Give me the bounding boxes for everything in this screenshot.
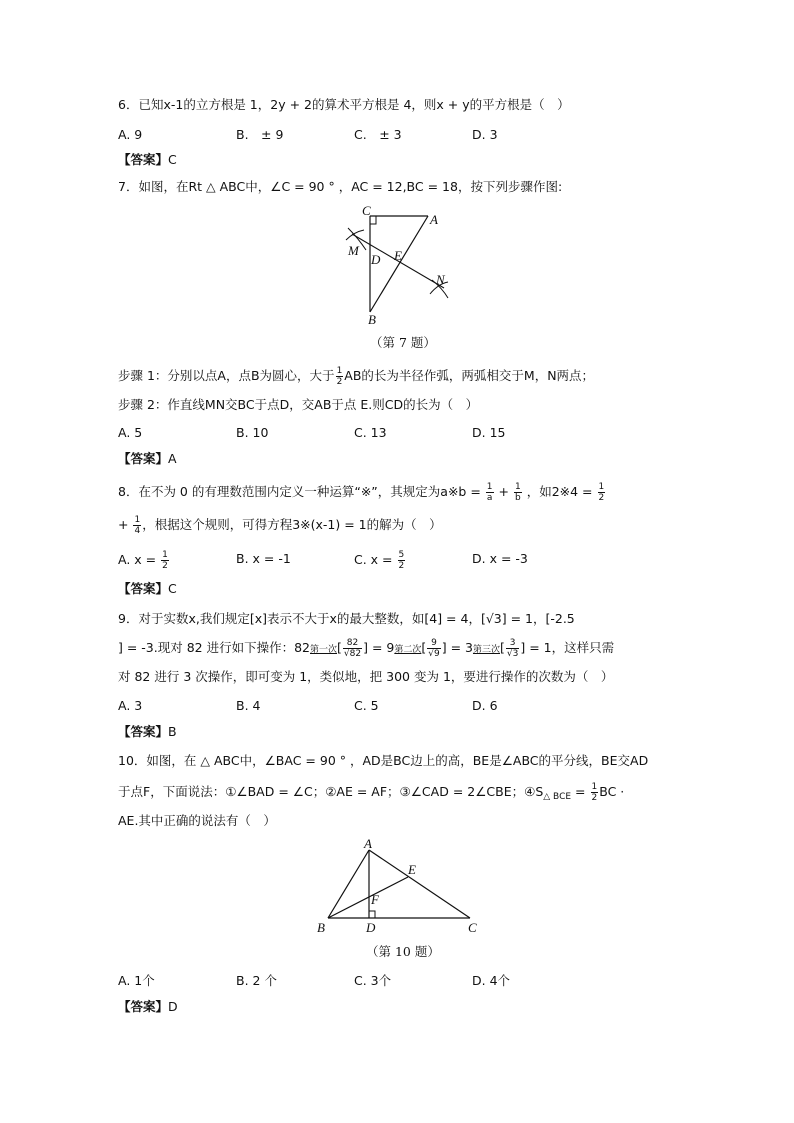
q6-option-b: B. ± 9 bbox=[236, 127, 284, 142]
q8-option-a-frac bbox=[161, 550, 169, 571]
q8-line1 bbox=[118, 482, 606, 503]
q10-label-d: D bbox=[366, 920, 376, 935]
q8-frac3-den: 2 bbox=[598, 493, 605, 503]
q10-line2-sub: △ BCE bbox=[543, 792, 572, 802]
q8-frac4-num: 1 bbox=[134, 515, 141, 525]
q8-answer-value: C bbox=[168, 581, 177, 596]
q6-option-d: D. 3 bbox=[472, 127, 498, 142]
q10-answer-value: D bbox=[168, 999, 178, 1014]
q8-stem-a: 8．在不为 0 的有理数范围内定义一种运算“※”，其规定为a※b = bbox=[118, 484, 481, 499]
q8-line2 bbox=[118, 515, 442, 536]
q9-line2-b: ] = 1，这样只需 bbox=[520, 640, 615, 655]
q8-frac-1-over-4 bbox=[133, 515, 141, 536]
q9-option-b: B. 4 bbox=[236, 698, 261, 713]
q10-answer bbox=[118, 998, 178, 1016]
q10-line3: AE.其中正确的说法有（ ） bbox=[118, 813, 276, 828]
q9-frac3-den: √3 bbox=[506, 649, 519, 659]
q9-eq3: ] = 3 bbox=[441, 640, 473, 655]
q8-option-a-den: 2 bbox=[162, 561, 168, 571]
q7-step1-frac-num: 1 bbox=[336, 366, 343, 376]
q6-stem: 6．已知x-1的立方根是 1，2y + 2的算术平方根是 4，则x + y的平方根是（ ） bbox=[118, 97, 570, 112]
q7-label-b: B bbox=[368, 312, 376, 327]
q8-stem-c: ，根据这个规则，可得方程3※(x-1) = 1的解为（ ） bbox=[142, 517, 442, 532]
q8-option-a-text: A. x = bbox=[118, 552, 157, 567]
q10-figure bbox=[310, 838, 490, 938]
q10-caption: （第 10 题） bbox=[366, 944, 440, 959]
q9-option-a: A. 3 bbox=[118, 698, 143, 713]
q7-step1-fraction bbox=[336, 366, 344, 387]
q7-label-d: D bbox=[371, 252, 381, 267]
q9-frac2-den: √9 bbox=[428, 649, 440, 659]
q8-stem-b: ，如2※4 = bbox=[526, 484, 593, 499]
q9-line2-a: ] = -3.现对 82 进行如下操作：82 bbox=[118, 640, 310, 655]
q6-answer-value: C bbox=[168, 152, 177, 167]
q10-label-e: E bbox=[408, 862, 416, 877]
q8-line2-plus: + bbox=[118, 517, 129, 532]
q10-frac-half bbox=[591, 782, 599, 803]
q9-frac2 bbox=[427, 638, 440, 659]
q7-step1-a: 步骤 1：分别以点A，点B为圆心，大于 bbox=[118, 368, 335, 383]
q10-frac-num: 1 bbox=[591, 782, 598, 792]
q9-option-c: C. 5 bbox=[354, 698, 379, 713]
q10-frac-den: 2 bbox=[591, 793, 598, 803]
q10-line1: 10．如图，在 △ ABC中，∠BAC = 90 ° ，AD是BC边上的高，BE是∠ABC的平分线，BE交AD bbox=[118, 753, 649, 768]
q7-step1 bbox=[118, 366, 594, 387]
q7-label-m: M bbox=[348, 243, 359, 258]
q7-step1-b: AB的长为半径作弧，两弧相交于M，N两点； bbox=[344, 368, 595, 383]
q6-option-c: C. ± 3 bbox=[354, 127, 402, 142]
q7-step2: 步骤 2：作直线MN交BC于点D，交AB于点 E.则CD的长为（ ） bbox=[118, 397, 479, 412]
q7-caption: （第 7 题） bbox=[370, 335, 436, 350]
q7-answer-value: A bbox=[168, 451, 177, 466]
q8-option-c-text: C. x = bbox=[354, 552, 393, 567]
q10-line2-eq: = bbox=[575, 784, 586, 799]
q9-line2: ] = -3.现对 82 进行如下操作：82第一次[ $\frac{82}{√82}$ ] = 9第二次[ $\frac{9}{√9}$ ] = 3第三次[ $\frac{3}{√3}$ ] = 1，这样只需 bbox=[118, 638, 615, 659]
q8-option-c-den: 2 bbox=[398, 561, 405, 571]
q8-frac3-num: 1 bbox=[598, 482, 605, 492]
q6-answer-label: 【答案】 bbox=[118, 152, 169, 167]
q7-label-n: N bbox=[436, 272, 445, 287]
q7-stem: 7．如图，在Rt △ ABC中，∠C = 90 ° ，AC = 12,BC = 18，按下列步骤作图: bbox=[118, 179, 563, 194]
q8-frac2-den: b bbox=[514, 493, 521, 503]
q8-frac-1-over-a bbox=[486, 482, 494, 503]
q7-option-b: B. 10 bbox=[236, 425, 269, 440]
q8-option-a bbox=[118, 550, 170, 571]
q8-option-c-frac bbox=[398, 550, 406, 571]
q7-option-a: A. 5 bbox=[118, 425, 143, 440]
q9-eq9: ] = 9 bbox=[363, 640, 395, 655]
q10-option-b: B. 2 个 bbox=[236, 973, 277, 988]
q9-frac1-num: 82 bbox=[343, 638, 362, 649]
q8-frac2-num: 1 bbox=[514, 482, 521, 492]
q10-answer-label: 【答案】 bbox=[118, 999, 169, 1014]
q8-option-c bbox=[354, 550, 406, 571]
q8-option-d: D. x = -3 bbox=[472, 551, 528, 566]
q8-frac1-num: 1 bbox=[486, 482, 493, 492]
q8-answer-label: 【答案】 bbox=[118, 581, 169, 596]
q10-option-d: D. 4个 bbox=[472, 973, 511, 988]
q9-answer-label: 【答案】 bbox=[118, 724, 169, 739]
q9-op1: 第一次 bbox=[310, 645, 338, 655]
q10-label-b: B bbox=[317, 920, 325, 935]
q8-option-c-num: 5 bbox=[398, 550, 405, 560]
q9-frac2-num: 9 bbox=[427, 638, 440, 649]
q8-frac4-den: 4 bbox=[134, 526, 141, 536]
q7-figure bbox=[340, 204, 460, 326]
q10-line2 bbox=[118, 782, 624, 806]
q7-answer bbox=[118, 450, 177, 468]
q9-option-d: D. 6 bbox=[472, 698, 498, 713]
q8-frac-1-over-b bbox=[514, 482, 522, 503]
q8-answer bbox=[118, 580, 177, 598]
q9-frac1 bbox=[343, 638, 362, 659]
q6-answer bbox=[118, 151, 177, 169]
q10-option-c: C. 3个 bbox=[354, 973, 392, 988]
q9-frac3-num: 3 bbox=[506, 638, 519, 649]
q8-frac-1-over-2 bbox=[598, 482, 606, 503]
q10-line2-b: BC · bbox=[599, 784, 625, 799]
q9-answer bbox=[118, 723, 177, 741]
q9-answer-value: B bbox=[168, 724, 177, 739]
q7-label-c: C bbox=[362, 203, 371, 218]
q9-line3: 对 82 进行 3 次操作，即可变为 1，类似地，把 300 变为 1，要进行操作的次数为（ ） bbox=[118, 669, 614, 684]
q9-frac3 bbox=[506, 638, 519, 659]
q10-label-f: F bbox=[371, 892, 379, 907]
q7-label-a: A bbox=[430, 212, 438, 227]
q7-option-d: D. 15 bbox=[472, 425, 506, 440]
q9-op3: 第三次 bbox=[472, 645, 500, 655]
q10-label-c: C bbox=[468, 920, 477, 935]
q8-plus: + bbox=[498, 484, 509, 499]
q8-option-a-num: 1 bbox=[162, 550, 168, 560]
q10-label-a: A bbox=[364, 836, 372, 851]
q7-step1-frac-den: 2 bbox=[336, 377, 343, 387]
q8-option-b: B. x = -1 bbox=[236, 551, 291, 566]
q10-option-a: A. 1个 bbox=[118, 973, 155, 988]
q7-label-e: E bbox=[394, 248, 402, 263]
q7-answer-label: 【答案】 bbox=[118, 451, 169, 466]
q9-frac1-den: √82 bbox=[343, 649, 362, 659]
q10-line2-a: 于点F，下面说法：①∠BAD = ∠C；②AE = AF；③∠CAD = 2∠CBE；④S bbox=[118, 784, 544, 799]
q9-op2: 第二次 bbox=[394, 645, 422, 655]
q6-option-a: A. 9 bbox=[118, 127, 143, 142]
q8-frac1-den: a bbox=[486, 493, 493, 503]
q7-option-c: C. 13 bbox=[354, 425, 387, 440]
q9-line1: 9．对于实数x,我们规定[x]表示不大于x的最大整数，如[4] = 4，[√3] = 1，[-2.5 bbox=[118, 611, 575, 626]
